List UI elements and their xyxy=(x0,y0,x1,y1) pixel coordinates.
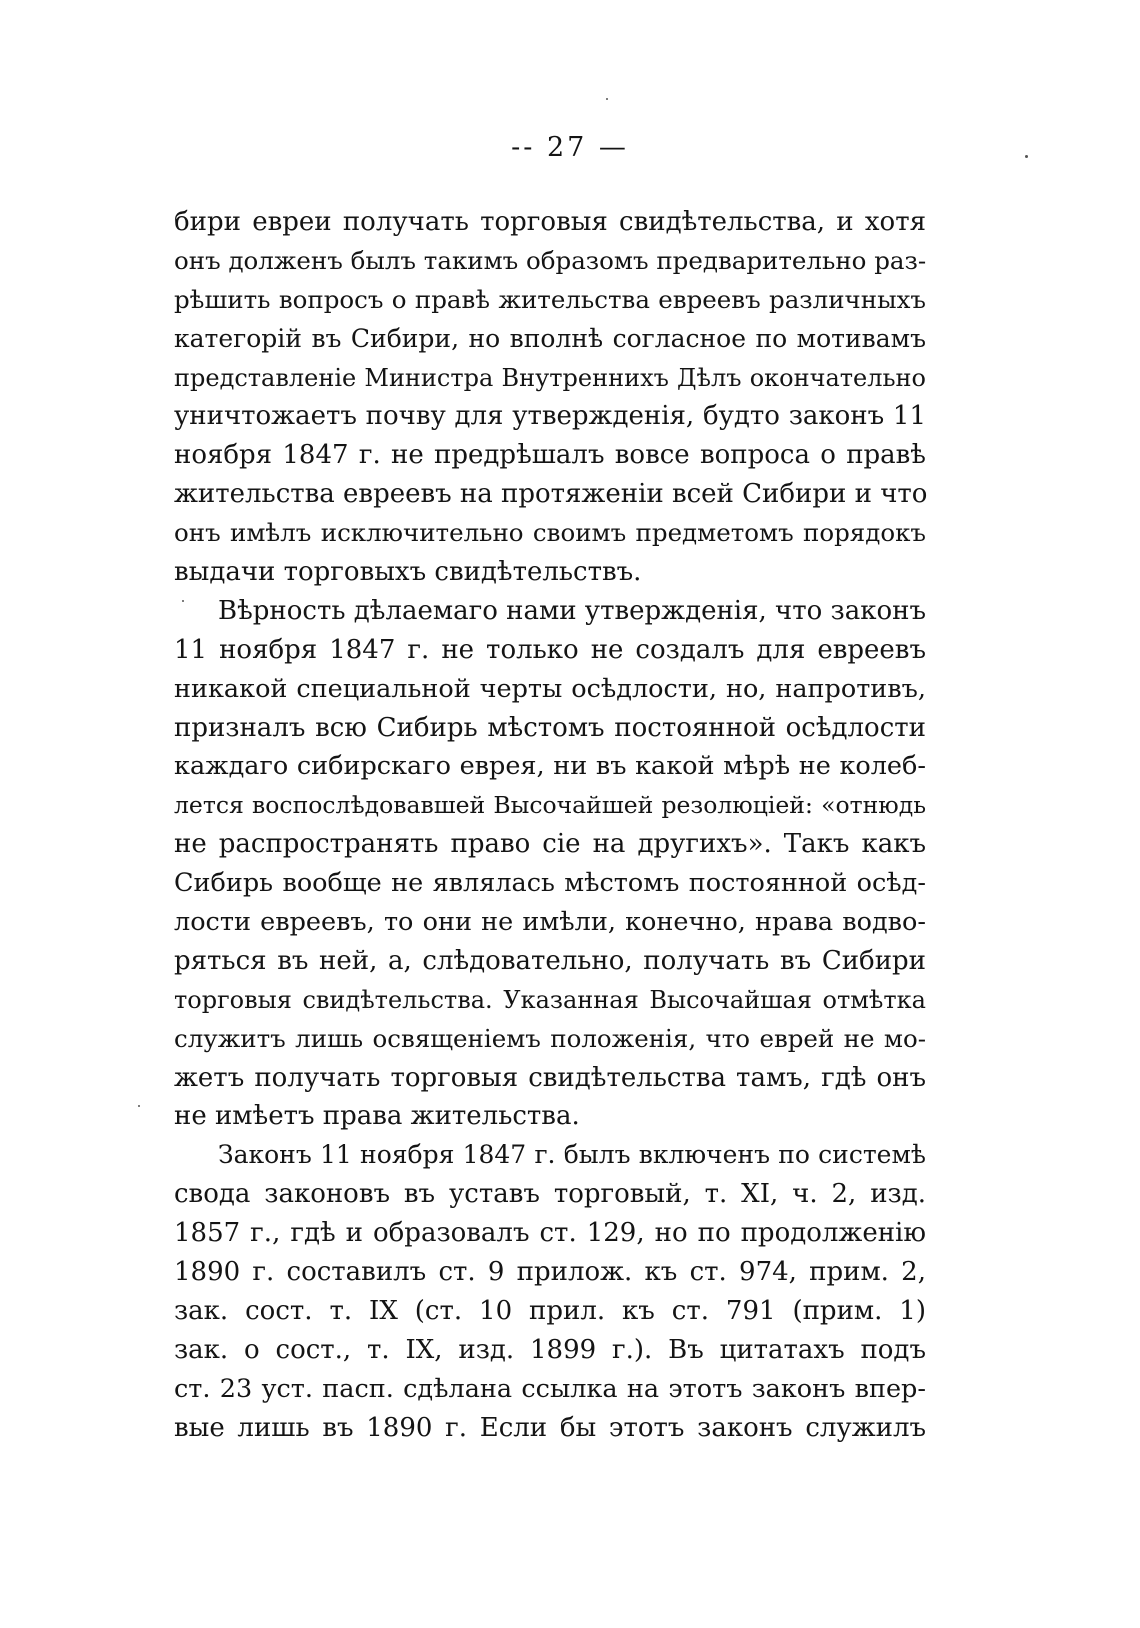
text-line: каждаго сибирскаго еврея, ни въ какой мѣрѣ не колеб- xyxy=(174,751,926,782)
scan-speck xyxy=(182,600,184,602)
text-line: ст. 23 уст. пасп. сдѣлана ссылка на этотъ законъ впер- xyxy=(174,1373,926,1404)
text-line: бири евреи получать торговыя свидѣтельства, и хотя xyxy=(174,207,926,237)
text-line: 1890 г. составилъ ст. 9 прилож. къ ст. 974, прим. 2, xyxy=(174,1257,926,1288)
text-line: уничтожаетъ почву для утвержденія, будто законъ 11 xyxy=(174,401,926,432)
text-line: 1857 г., гдѣ и образовалъ ст. 129, но по продолженію xyxy=(174,1218,926,1249)
text-line: вые лишь въ 1890 г. Если бы этотъ законъ служилъ xyxy=(174,1412,926,1443)
text-line: призналъ всю Сибирь мѣстомъ постоянной осѣдлости xyxy=(174,712,926,743)
page-number: -- 27 — xyxy=(511,132,629,163)
text-line: никакой специальной черты осѣдлости, но, напротивъ, xyxy=(174,673,926,704)
text-line: жетъ получать торговыя свидѣтельства тамъ, гдѣ онъ xyxy=(174,1062,926,1093)
text-line: торговыя свидѣтельства. Указанная Высочайшая отмѣтка xyxy=(174,985,926,1014)
text-line: жительства евреевъ на протяженіи всей Сибири и что xyxy=(174,479,928,510)
paragraph-1 xyxy=(174,203,926,592)
scan-speck xyxy=(138,1105,140,1107)
text-line: представленіе Министра Внутреннихъ Дѣлъ окончательно xyxy=(174,363,926,392)
text-line: служитъ лишь освященіемъ положенія, что еврей не мо- xyxy=(174,1023,926,1053)
text-line: свода законовъ въ уставъ торговый, т. XI, ч. 2, изд. xyxy=(174,1179,926,1210)
text-line: зак. о сост., т. IX, изд. 1899 г.). Въ цитатахъ подъ xyxy=(174,1334,926,1365)
text-line: онъ имѣлъ исключительно своимъ предметомъ порядокъ xyxy=(174,518,926,548)
paragraph-2 xyxy=(174,592,926,1136)
text-line: не распространять право сіе на другихъ». Такъ какъ xyxy=(174,829,926,860)
text-line: онъ долженъ былъ такимъ образомъ предварительно раз- xyxy=(174,245,927,275)
text-line: рѣшить вопросъ о правѣ жительства евреевъ различныхъ xyxy=(174,284,926,314)
text-line: лется воспослѣдовавшей Высочайшей резолюціей: «отнюдь xyxy=(174,791,926,820)
text-line: категорій въ Сибири, но вполнѣ согласное по мотивамъ xyxy=(174,323,926,353)
paragraph-3 xyxy=(174,1136,926,1447)
text-line: Сибирь вообще не являлась мѣстомъ постоянной осѣд- xyxy=(174,868,926,899)
text-line: Законъ 11 ноября 1847 г. былъ включенъ по системѣ xyxy=(218,1140,926,1170)
text-line: зак. сост. т. IX (ст. 10 прил. къ ст. 791 (прим. 1) xyxy=(174,1295,926,1326)
text-line: лости евреевъ, то они не имѣли, конечно, нрава водво- xyxy=(174,907,926,938)
text-line: 11 ноября 1847 г. не только не создалъ для евреевъ xyxy=(174,634,926,665)
body-text xyxy=(174,203,926,1448)
text-line: ноября 1847 г. не предрѣшалъ вовсе вопроса о правѣ xyxy=(174,440,926,471)
scan-speck xyxy=(606,98,608,100)
text-line: ряться въ ней, а, слѣдовательно, получать въ Сибири xyxy=(174,945,926,976)
scan-speck xyxy=(1025,155,1028,158)
text-line: выдачи торговыхъ свидѣтельствъ. xyxy=(174,557,642,588)
text-line: не имѣетъ права жительства. xyxy=(174,1101,580,1132)
text-line: Вѣрность дѣлаемаго нами утвержденія, что законъ xyxy=(218,595,926,626)
